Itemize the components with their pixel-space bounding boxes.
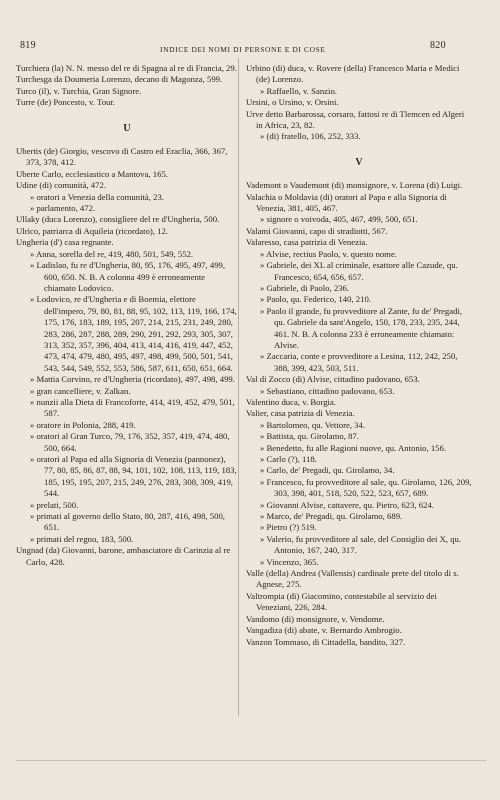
- left-bottom-entries: [16, 545, 238, 568]
- left-u-entries: [16, 146, 238, 192]
- left-top-entries: [16, 63, 238, 109]
- valier-subentries: [246, 420, 472, 568]
- index-subentry: » Raffaello, v. Sanzio.: [260, 85, 337, 96]
- index-entry: Valaresso, casa patrizia di Venezia.: [246, 237, 368, 248]
- index-subentry: » Vincenzo, 365.: [260, 556, 319, 567]
- index-subentry: » Carlo, de' Pregadi, qu. Girolamo, 34.: [260, 465, 395, 476]
- index-subentry: » gran cancelliere, v. Zalkan.: [30, 385, 131, 396]
- index-entry: Ubertis (de) Giorgio, vescovo di Castro ed Eraclia, 366, 367, 373, 378, 412.: [16, 146, 228, 168]
- index-entry: Ungnad (da) Giovanni, barone, ambasciatore di Carinzia al re Carlo, 428.: [16, 545, 231, 567]
- index-subentry: » Alvise, rectius Paolo, v. questo nome.: [260, 248, 397, 259]
- index-entry: Ullaky (duca Lorenzo), consigliere del re d'Ungheria, 500.: [16, 214, 220, 225]
- index-subentry: » prelati, 500.: [30, 499, 79, 510]
- urve-subentries: [246, 131, 472, 142]
- index-subentry: » Francesco, fu provveditore al sale, qu. Girolamo, 126, 209, 303, 398, 401, 518, 520, 522, 523, 657, 689.: [260, 476, 472, 499]
- section-letter-u: U: [123, 122, 131, 134]
- index-entry: Udine (di) comunità, 472.: [16, 180, 106, 191]
- index-entry: Valami Giovanni, capo di stradiotti, 567.: [246, 225, 388, 236]
- index-subentry: » Zaccaria, conte e provveditore a Lesina, 112, 242, 250, 388, 399, 423, 503, 511.: [260, 351, 458, 373]
- column-divider: [238, 58, 239, 716]
- udine-subentries: [16, 192, 238, 215]
- index-entry: Vangadiza (di) abate, v. Bernardo Ambrogio.: [246, 625, 402, 636]
- right-top-entries: [246, 63, 472, 86]
- index-entry: Val di Zocco (di) Alvise, cittadino padovano, 653.: [246, 374, 420, 385]
- valaresso-head: [246, 226, 472, 249]
- index-entry: Turco (il), v. Turchia, Gran Signore.: [16, 85, 142, 96]
- index-entry: Turchiera (la) N. N. messo del re di Spagna al re di Francia, 29.: [16, 63, 237, 73]
- index-entry: Urve detto Barbarossa, corsaro, fattosi re di Tlemcen ed Algeri in Africa, 23, 82.: [246, 108, 465, 131]
- index-subentry: » Pietro (?) 519.: [260, 522, 317, 533]
- index-subentry: » Paolo il grande, fu provveditore al Zante, fu de' Pregadi, qu. Gabriele da sant'Angelo, 150, 178, 233, 235, 244, 461. N. B. A colonna 233 è erroneamente chiamato: Alvise.: [260, 305, 463, 350]
- index-subentry: » oratori al Gran Turco, 79, 176, 352, 357, 419, 474, 480, 500, 664.: [30, 431, 230, 453]
- zocco-subentries: [246, 386, 472, 397]
- right-bottom-entries: [246, 568, 472, 648]
- right-u-entries: [246, 97, 472, 131]
- index-subentry: » Ladislao, fu re d'Ungheria, 80, 95, 176, 495, 497, 499, 600, 650. N. B. A colonna 499 è erroneamente chiamato Lodovico.: [30, 260, 226, 293]
- index-entry: Vademont o Vaudemont (di) monsignore, v. Lorena (di) Luigi.: [246, 180, 463, 191]
- left-column: [16, 63, 238, 568]
- index-entry: Urbino (di) duca, v. Rovere (della) Francesco Maria e Medici (de) Lorenzo.: [246, 63, 460, 85]
- index-subentry: » Anna, sorella del re, 419, 480, 501, 549, 552.: [30, 248, 194, 259]
- index-subentry: » Lodovico, re d'Ungheria e di Boemia, elettore dell'impero, 79, 80, 81, 88, 95, 102, 113, 119, 166, 174, 175, 176, 183, 189, 195, 207, 214, 215, 231, 249, 280, 283, 286, 287, 288, 289, 290, 291, 292, 293, 305, 307, 313, 352, 357, 396, 404, 413, 414, 416, 419, 447, 452, 473, 474, 479, 480, 495, 497, 498, 499, 500, 501, 541, 543, 544, 549, 552, 553, 586, 587, 611, 650, 651, 664.: [30, 294, 237, 373]
- zocco-entry: [246, 374, 472, 385]
- urbino-subentries: [246, 86, 472, 97]
- right-column: [246, 63, 472, 648]
- index-entry: Turre (de) Poncesto, v. Tour.: [16, 97, 115, 108]
- index-subentry: » oratori al Papa ed alla Signoria di Venezia (pannonez), 77, 80, 85, 86, 87, 88, 94, 101, 102, 108, 113, 119, 183, 185, 195, 195, 207, 215, 249, 276, 283, 308, 309, 419, 544.: [30, 454, 237, 499]
- index-subentry: » Carlo (?), 118.: [260, 454, 317, 464]
- index-entry: Ungheria (d') casa regnante.: [16, 237, 114, 248]
- index-subentry: » Giovanni Alvise, cattavere, qu. Pietro, 623, 624.: [260, 499, 434, 510]
- left-page-number: 819: [20, 40, 36, 51]
- index-subentry: » oratori a Venezia della comunità, 23.: [30, 191, 164, 202]
- index-entry: Valentino duca, v. Borgia.: [246, 396, 336, 407]
- index-subentry: » parlamento, 472.: [30, 203, 96, 214]
- index-subentry: » primati al governo dello Stato, 80, 287, 416, 498, 500, 651.: [30, 511, 225, 533]
- section-letter-v: V: [355, 156, 363, 168]
- running-title: INDICE DEI NOMI DI PERSONE E DI COSE: [160, 45, 326, 54]
- index-subentry: » Battista, qu. Girolamo, 87.: [260, 431, 359, 442]
- index-subentry: » Gabriele, di Paolo, 236.: [260, 282, 350, 293]
- v-entries: [246, 180, 472, 214]
- index-entry: Valachia o Moldavia (di) oratori al Papa e alla Signoria di Venezia, 381, 405, 467.: [246, 191, 447, 214]
- index-subentry: » (di) fratello, 106, 252, 333.: [260, 131, 361, 142]
- index-entry: Valtrompia (di) Giacomino, contestabile al servizio dei Veneziani, 226, 284.: [246, 590, 437, 613]
- index-entry: Uberte Carlo, ecclesiastico a Mantova, 165.: [16, 168, 168, 179]
- index-entry: Valier, casa patrizia di Venezia.: [246, 408, 355, 419]
- valaresso-subentries: [246, 249, 472, 374]
- index-subentry: » Paolo, qu. Federico, 140, 210.: [260, 294, 371, 305]
- valier-head: [246, 397, 472, 420]
- index-entry: Turchesga da Doumeria Lorenzo, decano di Magonza, 599.: [16, 74, 223, 85]
- index-subentry: » primati del regno, 183, 500.: [30, 533, 134, 544]
- index-subentry: » oratore in Polonia, 288, 419.: [30, 419, 136, 430]
- index-subentry: » Bartolomeo, qu. Vettore, 34.: [260, 419, 366, 430]
- index-subentry: » Marco, de' Pregadi, qu. Girolamo, 689.: [260, 511, 403, 522]
- index-subentry: » nunzii alla Dieta di Francoforte, 414, 419, 452, 479, 501, 587.: [30, 396, 235, 419]
- valachia-subentries: [246, 214, 472, 225]
- index-subentry: » Benedetto, fu alle Ragioni nuove, qu. Antonio, 156.: [260, 442, 447, 453]
- index-subentry: » Gabriele, dei XL al criminale, esattore alle Cazude, qu. Francesco, 654, 656, 657.: [260, 260, 458, 282]
- index-entry: Vanzon Tommaso, di Cittadella, bandito, 327.: [246, 636, 406, 647]
- index-entry: Valle (della) Andrea (Vallensis) cardinale prete del titolo di s. Agnese, 275.: [246, 568, 459, 590]
- index-subentry: » Mattia Corvino, re d'Ungheria (ricordato), 497, 498, 499.: [30, 374, 235, 385]
- index-entry: Ursini, o Ursino, v. Orsini.: [246, 97, 339, 108]
- index-entry: Ulrico, patriarca di Aquileia (ricordato), 12.: [16, 225, 168, 236]
- ungheria-subentries: [16, 249, 238, 546]
- index-subentry: » Valerio, fu provveditore al sale, del Consiglio dei X, qu. Antonio, 167, 240, 317.: [260, 533, 462, 556]
- index-entry: Vandomo (di) monsignore, v. Vendome.: [246, 613, 385, 624]
- index-subentry: » signore o voivoda, 405, 467, 499, 500, 651.: [260, 214, 418, 225]
- left-u-entries-2: [16, 214, 238, 248]
- index-subentry: » Sebastiano, cittadino padovano, 653.: [260, 385, 395, 396]
- page-bottom-rule: [16, 760, 486, 761]
- right-page-number: 820: [430, 40, 446, 51]
